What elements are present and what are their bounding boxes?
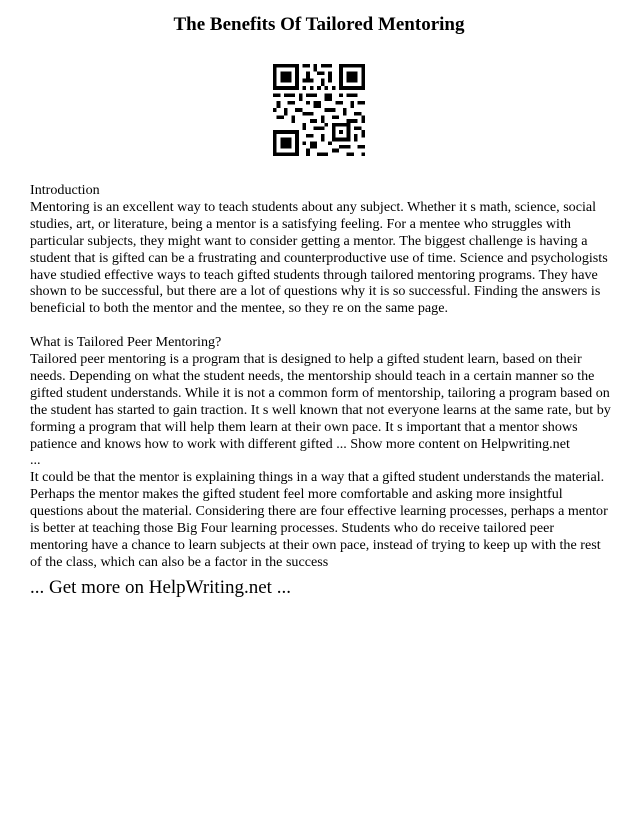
peer-paragraph: Tailored peer mentoring is a program that is designed to help a gifted student learn, based on their needs. Depending on what the student needs, the mentorship should teach in a certain manner so the gifted student understands. While it is not a common form of mentorship, tailoring a program based on the student has started to gain traction. It s well known that not everyone learns at the same rate, but by forming a program that will help them learn at their own pace. It s important that a mentor shows patience and knows how to work with different gifted ... Show more content on Helpwriting.net	[30, 351, 611, 452]
paragraph-gap	[30, 317, 615, 334]
document-body	[30, 182, 615, 571]
page-title: The Benefits Of Tailored Mentoring	[173, 14, 465, 35]
intro-paragraph: Mentoring is an excellent way to teach students about any subject. Whether it s math, science, social studies, art, or literature, being a mentor is a satisfying feeling. For a mentee who struggles with particular subjects, they might want to consider getting a mentor. The biggest challenge is having a student that is gifted can be a frustrating and counterproductive use of time. Science and psychologists have studied effective ways to teach gifted students through tailored mentoring programs. They have shown to be successful, but there are a lot of questions why it is so successful. Finding the answers is beneficial to both the mentor and the mentee, so they re on the same page.	[30, 198, 608, 317]
peer-continuation: It could be that the mentor is explaining things in a way that a gifted student understands the material. Perhaps the mentor makes the gifted student feel more comfortable and asking more insightful questions about the material. Considering there are four effective learning processes, perhaps a mentor is better at teaching those Big Four learning processes. Students who do receive tailored peer mentoring have a chance to learn subjects at their own pace, instead of trying to keep up with the rest of the class, which can also be a factor in the success	[30, 469, 608, 570]
peer-heading: What is Tailored Peer Mentoring?	[30, 334, 222, 351]
get-more-link[interactable]: ... Get more on HelpWriting.net ...	[30, 577, 291, 598]
intro-heading: Introduction	[30, 182, 100, 198]
qr-code-icon	[273, 64, 365, 156]
peer-ellipsis: ...	[30, 452, 41, 469]
